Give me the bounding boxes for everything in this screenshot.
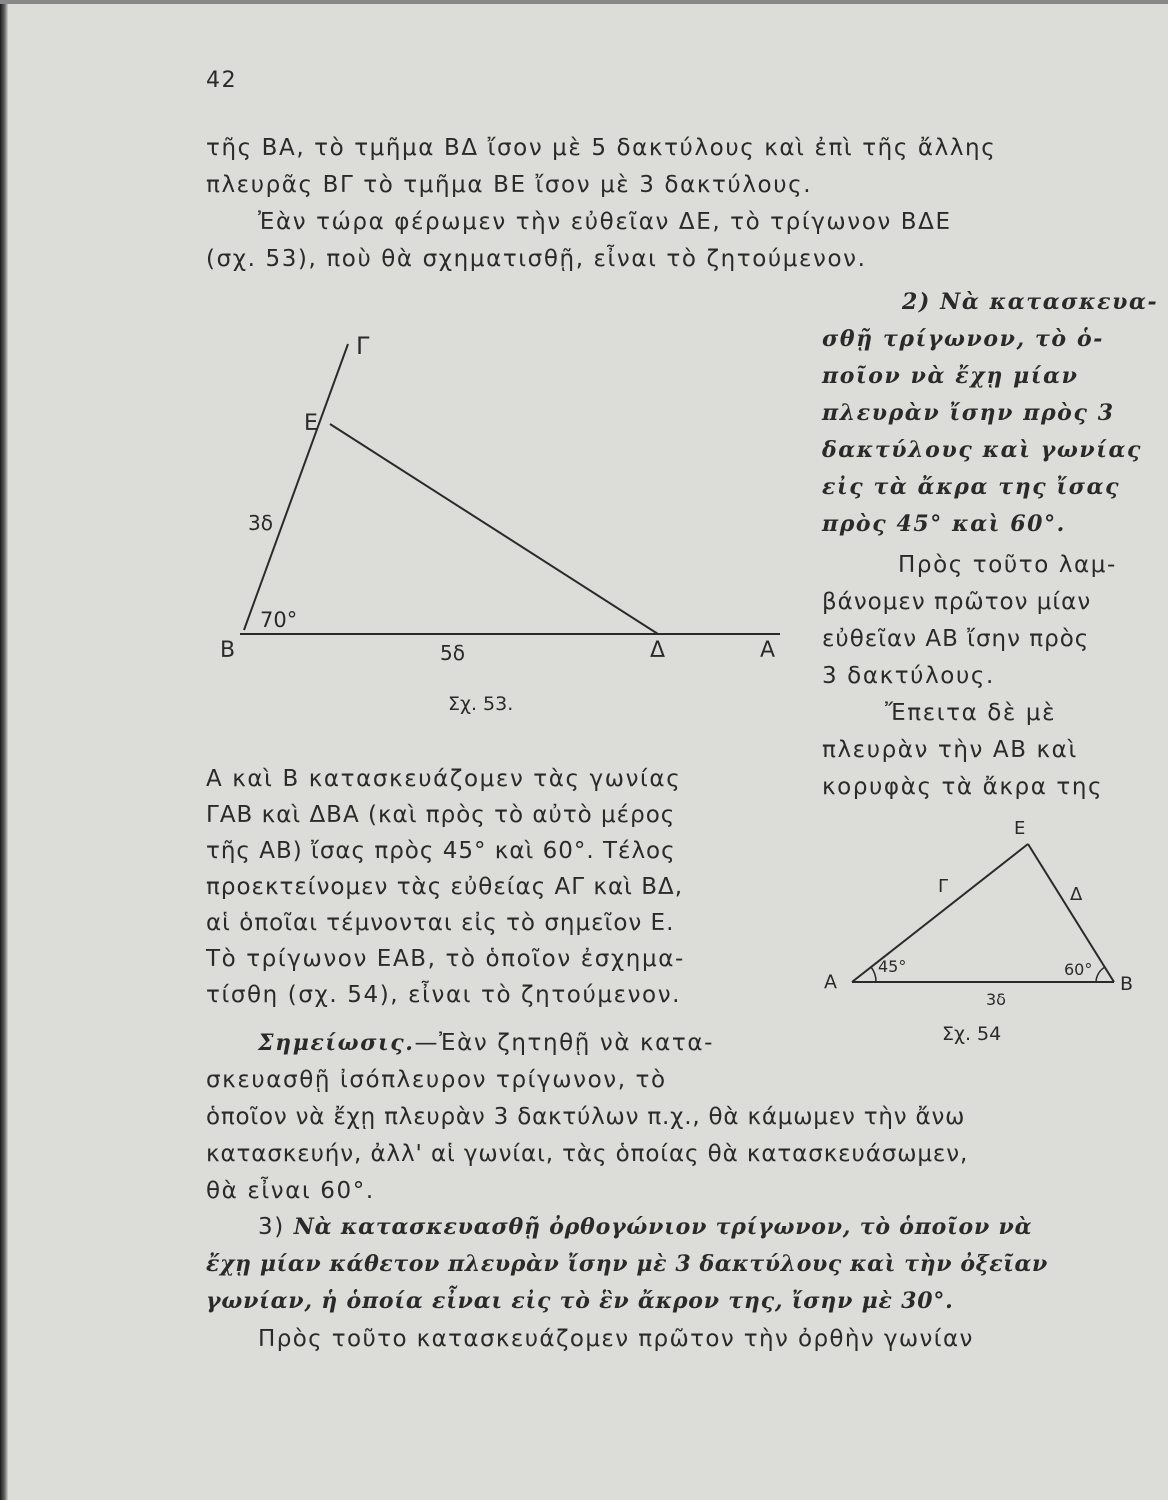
method-line-1: Πρὸς τοῦτο λαμ- — [898, 552, 1117, 578]
label-side-ab: 3δ — [986, 990, 1006, 1009]
problem3-line-3: γωνίαν, ἡ ὁποία εἶναι εἰς τὸ ἓν ἄκρον της, ἴσην μὲ 30°. — [206, 1288, 954, 1314]
problem2-line-2: σθῇ τρίγωνον, τὸ ὁ- — [822, 326, 1104, 352]
label-epsilon: Ε — [1014, 818, 1026, 839]
label-angle-45: 45° — [878, 957, 907, 976]
intro-line-2: πλευρᾶς ΒΓ τὸ τμῆμα ΒΕ ἴσον μὲ 3 δακτύλους. — [206, 172, 813, 198]
page-binding-edge — [0, 0, 8, 1500]
intro-line-1: τῆς ΒΑ, τὸ τμῆμα ΒΔ ἴσον μὲ 5 δακτύλους καὶ ἐπὶ τῆς ἄλλης — [206, 135, 997, 161]
page-top-edge — [0, 0, 1168, 4]
intro-line-3: Ἐὰν τώρα φέρωμεν τὴν εὐθεῖαν ΔΕ, τὸ τρίγωνον ΒΔΕ — [258, 209, 952, 235]
label-delta: Δ — [1070, 884, 1083, 905]
remark-line-1-text: —Ἐὰν ζητηθῇ νὰ κατα- — [414, 1030, 715, 1056]
label-angle-70: 70° — [260, 608, 298, 632]
label-alpha: Α — [760, 638, 776, 663]
method-line-5: Ἔπειτα δὲ μὲ — [885, 700, 1057, 726]
intro-line-4: (σχ. 53), ποὺ θὰ σχηματισθῇ, εἶναι τὸ ζητούμενον. — [206, 246, 867, 272]
problem2-line-6: εἰς τὰ ἄκρα της ἴσας — [822, 474, 1121, 500]
line-ray-bg — [244, 344, 348, 630]
problem3-line-1 — [258, 1214, 1032, 1240]
method-line-4: 3 δακτύλους. — [822, 663, 995, 689]
problem2-line-1: 2) Νὰ κατασκευα- — [902, 289, 1159, 315]
line-segment-de — [330, 424, 658, 634]
problem2-line-4: πλευρὰν ἴσην πρὸς 3 — [822, 400, 1115, 426]
remark-line-1 — [258, 1030, 714, 1056]
label-side-be: 3δ — [248, 511, 273, 535]
construction-line-6: Τὸ τρίγωνον ΕΑΒ, τὸ ὁποῖον ἐσχημα- — [206, 946, 685, 972]
method-line-6: πλευρὰν τὴν ΑΒ καὶ — [822, 737, 1078, 763]
label-delta: Δ — [650, 638, 666, 663]
page-number: 42 — [206, 68, 238, 93]
label-gamma: Γ — [356, 332, 370, 360]
construction-line-1: Α καὶ Β κατασκευάζομεν τὰς γωνίας — [206, 766, 682, 792]
label-beta: Β — [1120, 973, 1134, 995]
method-line-7: κορυφὰς τὰ ἄκρα της — [822, 774, 1104, 800]
arc-angle-b — [1096, 967, 1105, 982]
problem3-number: 3) — [258, 1214, 285, 1240]
figure-54-caption: Σχ. 54 — [942, 1023, 1002, 1045]
method-line-3: εὐθεῖαν ΑΒ ἴσην πρὸς — [822, 626, 1090, 652]
remark-line-2: σκευασθῇ ἰσόπλευρον τρίγωνον, τὸ — [206, 1067, 667, 1093]
label-alpha: Α — [824, 971, 837, 993]
arc-angle-a — [871, 967, 876, 982]
problem2-line-5: δακτύλους καὶ γωνίας — [822, 437, 1143, 463]
figure-54 — [818, 810, 1148, 1060]
figure-53 — [200, 320, 800, 720]
label-epsilon: Ε — [304, 411, 318, 436]
figure-53-caption: Σχ. 53. — [448, 693, 514, 715]
label-angle-60: 60° — [1064, 960, 1093, 979]
label-gamma: Γ — [938, 876, 949, 897]
construction-line-3: τῆς ΑΒ) ἴσας πρὸς 45° καὶ 60°. Τέλος — [206, 838, 676, 864]
remark-line-3: ὁποῖον νὰ ἔχῃ πλευρὰν 3 δακτύλων π.χ., θὰ κάμωμεν τὴν ἄνω — [206, 1104, 966, 1130]
label-beta: Β — [220, 638, 236, 663]
construction-line-2: ΓΑΒ καὶ ΔΒΑ (καὶ πρὸς τὸ αὐτὸ μέρος — [206, 802, 676, 828]
problem2-line-7: πρὸς 45° καὶ 60°. — [822, 511, 1066, 537]
construction-line-4: προεκτείνομεν τὰς εὐθείας ΑΓ καὶ ΒΔ, — [206, 874, 684, 900]
problem2-line-3: ποῖον νὰ ἔχῃ μίαν — [822, 363, 1079, 389]
problem3-line-1-text: Νὰ κατασκευασθῇ ὀρθογώνιον τρίγωνον, τὸ ὁποῖον νὰ — [293, 1214, 1033, 1240]
remark-line-4: κατασκευήν, ἀλλ' αἱ γωνίαι, τὰς ὁποίας θὰ κατασκευάσωμεν, — [206, 1141, 969, 1167]
construction-line-7: τίσθη (σχ. 54), εἶναι τὸ ζητούμενον. — [206, 982, 682, 1008]
remark-line-5: θὰ εἶναι 60°. — [206, 1178, 375, 1204]
label-side-bd: 5δ — [440, 641, 465, 665]
problem3-last-line: Πρὸς τοῦτο κατασκευάζομεν πρῶτον τὴν ὀρθὴν γωνίαν — [258, 1326, 974, 1352]
remark-label: Σημείωσις. — [258, 1030, 415, 1056]
method-line-2: βάνομεν πρῶτον μίαν — [822, 589, 1092, 615]
construction-line-5: αἱ ὁποῖαι τέμνονται εἰς τὸ σημεῖον Ε. — [206, 910, 675, 936]
problem3-line-2: ἔχῃ μίαν κάθετον πλευρὰν ἴσην μὲ 3 δακτύλους καὶ τὴν ὀξεῖαν — [206, 1251, 1048, 1277]
